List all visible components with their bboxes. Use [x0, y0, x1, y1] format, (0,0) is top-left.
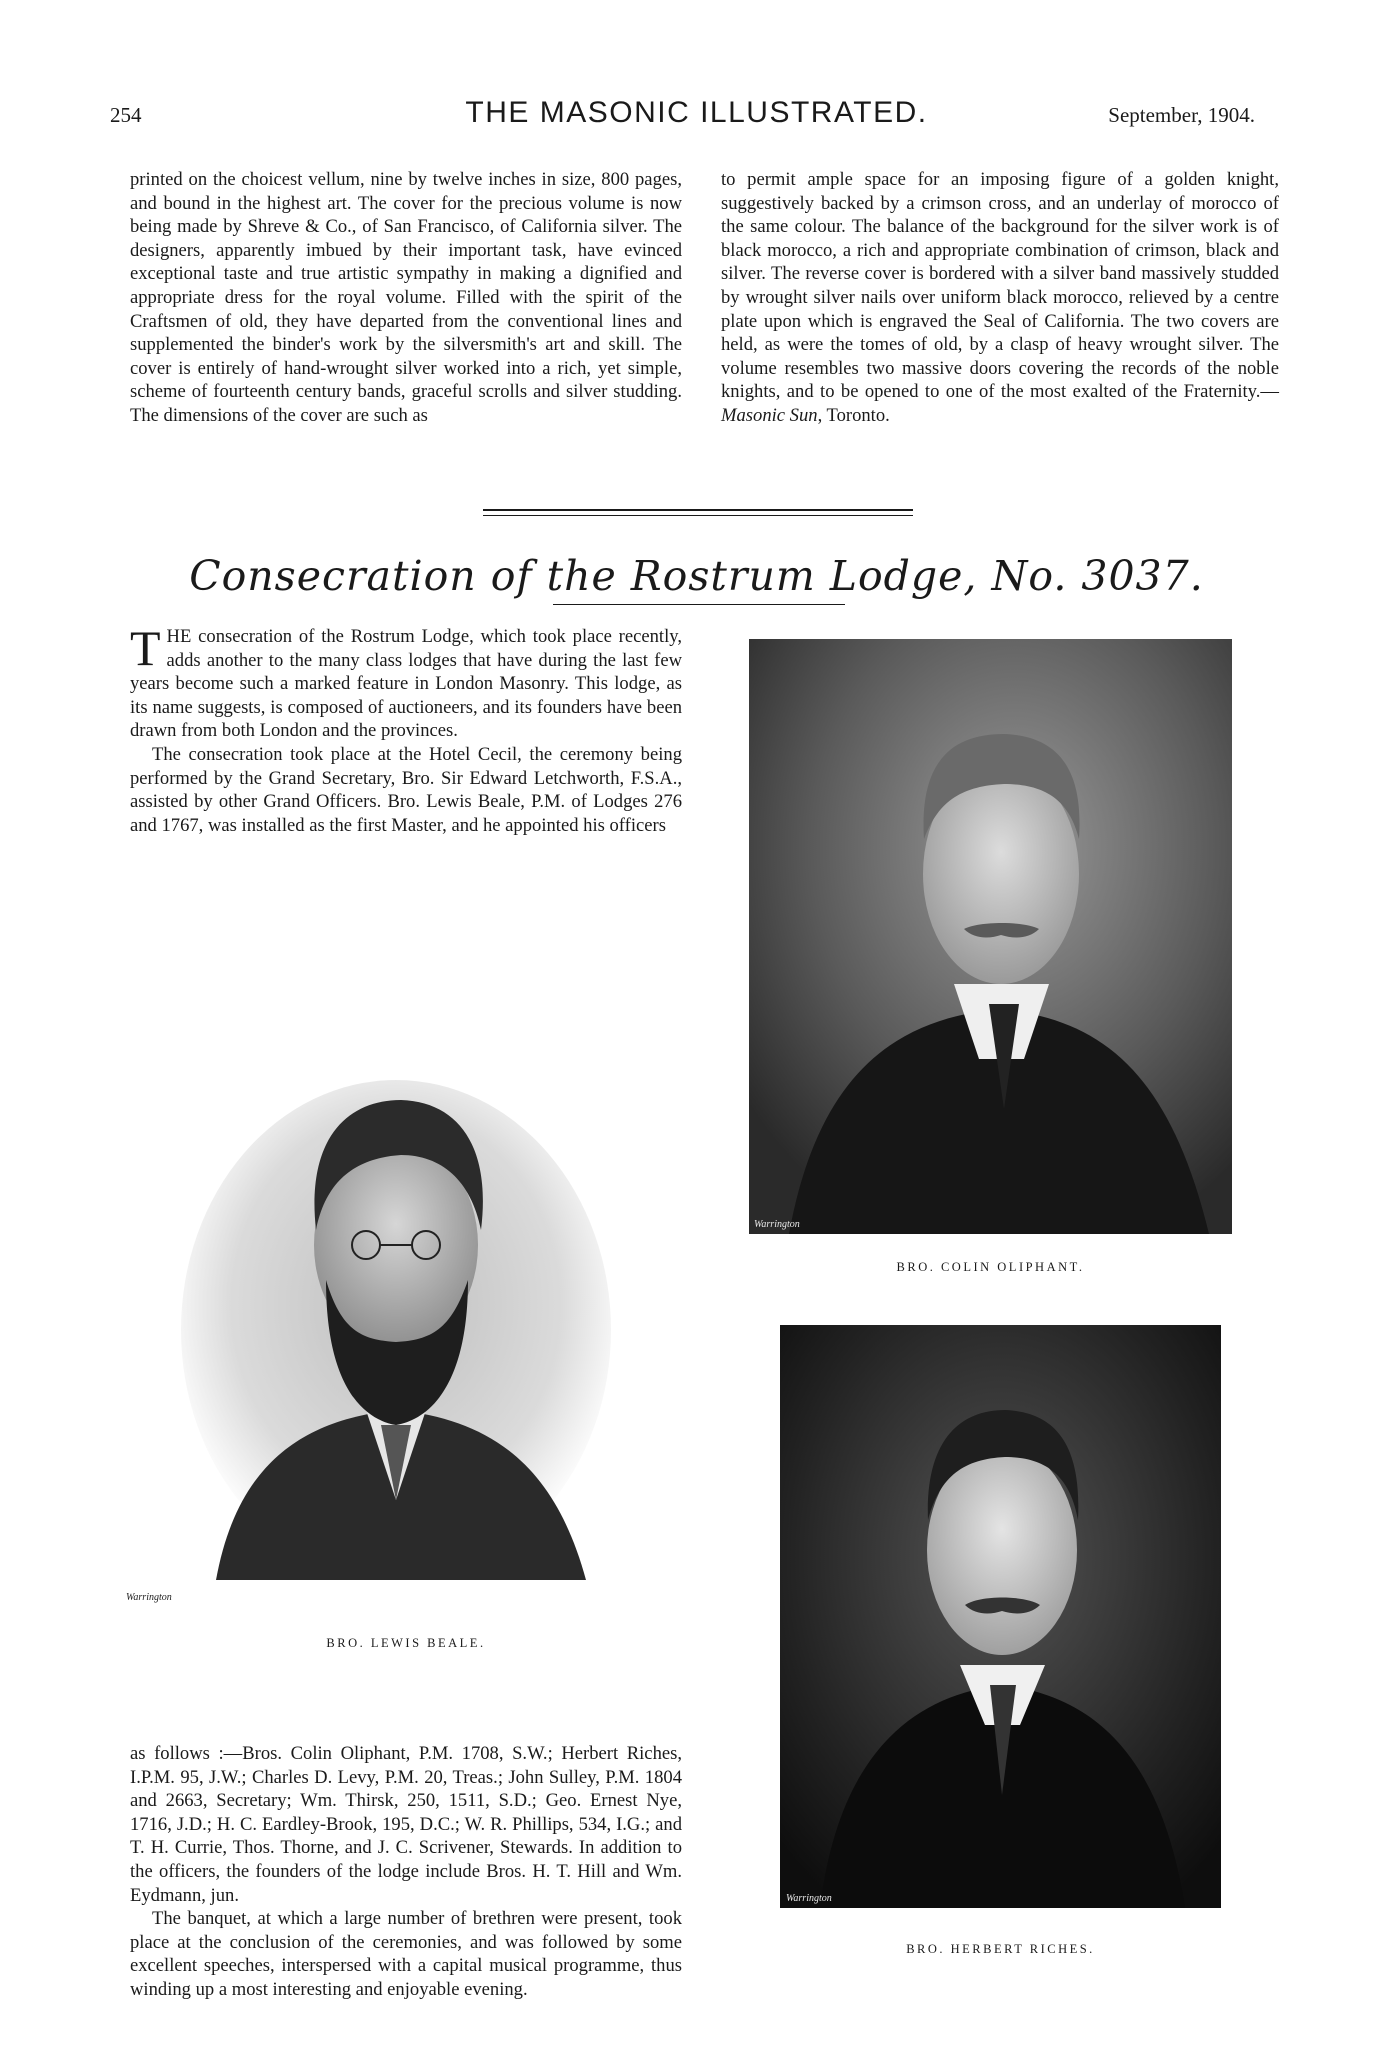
top-right-text: to permit ample space for an imposing figure of a golden knight, suggestively backed by a crimson cross, and an underlay of morocco of the same colour. The balance of the background for the silver work is of black morocco, a rich and appropriate combination of crimson, black and silver. The reverse cover is bordered with a silver band massively studded by wrought silver nails over uniform black morocco, relieved by a centre plate upon which is engraved the Seal of California. The two covers are held, as were the tomes of old, by a clasp of heavy wrought silver. The volume resembles two massive doors covering the records of the noble knights, and to be opened to one of the most exalted of the Fraternity.—: [721, 169, 1279, 403]
article-continuation: [130, 1742, 682, 2002]
caption-lewis-beale: BRO. LEWIS BEALE.: [326, 1636, 486, 1650]
officers-paragraph: as follows :—Bros. Colin Oliphant, P.M. 1708, S.W.; Herbert Riches, I.P.M. 95, J.W.; Charles D. Levy, P.M. 20, Treas.; John Sulley, P.M. 1804 and 2663, Secretary; Wm. Thirsk, 250, 1511, S.D.; Geo. Ernest Nye, 1716, J.D.; H. C. Eardley-Brook, 195, D.C.; W. R. Phillips, 534, I.G.; and T. H. Currie, Thos. Thorne, and J. C. Scrivener, Stewards. In addition to the officers, the founders of the lodge include Bros. H. T. Hill and Wm. Eydmann, jun.: [130, 1743, 682, 1906]
portrait-herbert-riches: [780, 1325, 1221, 1908]
closing-paragraph: The banquet, at which a large number of brethren were present, took place at the conclusion of the ceremonies, and was followed by some excellent speeches, interspersed with a capital musical programme, thus winding up a most interesting and enjoyable evening.: [130, 1908, 682, 2000]
portrait-lewis-beale-illustration: [176, 1030, 616, 1580]
source-city: , Toronto.: [817, 404, 890, 426]
intro-paragraph-2: The consecration took place at the Hotel Cecil, the ceremony being performed by the Grand Secretary, Bro. Sir Edward Letchworth, F.S.A., assisted by other Grand Officers. Bro. Lewis Beale, P.M. of Lodges 276 and 1767, was installed as the first Master, and he appointed his officers: [130, 743, 682, 836]
photo-credit-beale: Warrington: [126, 1592, 172, 1603]
title-underline: [553, 604, 845, 605]
source-publication: Masonic Sun: [721, 404, 818, 426]
issue-date: September, 1904.: [1108, 103, 1255, 127]
photo-credit-oliphant: Warrington: [754, 1219, 800, 1230]
section-divider-top: [483, 509, 913, 511]
intro-paragraph-1: [130, 620, 682, 743]
intro-paragraph-1-text: HE consecration of the Rostrum Lodge, which took place recently, adds another to the many class lodges that have during the last few years become such a marked feature in London Masonry. This lodge, as its name suggests, is composed of auctioneers, and its founders have been drawn from both London and the provinces.: [130, 626, 682, 742]
caption-colin-oliphant: BRO. COLIN OLIPHANT.: [896, 1260, 1085, 1274]
page-number: 254: [110, 103, 142, 127]
caption-herbert-riches: BRO. HERBERT RICHES.: [906, 1942, 1095, 1956]
masthead-title: THE MASONIC ILLUSTRATED.: [465, 96, 928, 129]
section-divider-bottom: [483, 515, 913, 516]
portrait-colin-oliphant-illustration: [749, 639, 1232, 1234]
portrait-colin-oliphant: [749, 639, 1232, 1234]
top-right-paragraph: [721, 168, 1279, 428]
photo-credit-riches: Warrington: [786, 1893, 832, 1904]
top-right-column: [721, 168, 1279, 428]
drop-cap: T: [130, 620, 161, 676]
top-left-paragraph: printed on the choicest vellum, nine by twelve inches in size, 800 pages, and bound in the highest art. The cover for the precious volume is now being made by Shreve & Co., of San Francisco, of California silver. The designers, apparently imbued by their important task, have evinced exceptional taste and true artistic sympathy in making a dignified and appropriate dress for the royal volume. Filled with the spirit of the Craftsmen of old, they have departed from the conventional lines and supplemented the binder's work by the silversmith's art and skill. The cover is entirely of hand-wrought silver worked into a rich, yet simple, scheme of fourteenth century bands, graceful scrolls and silver studding. The dimensions of the cover are such as: [130, 169, 682, 426]
portrait-lewis-beale: [176, 1030, 616, 1580]
article-intro: [130, 620, 682, 837]
top-left-column: [130, 168, 682, 428]
portrait-herbert-riches-illustration: [780, 1325, 1221, 1908]
article-title: Consecration of the Rostrum Lodge, No. 3037.: [189, 552, 1204, 600]
